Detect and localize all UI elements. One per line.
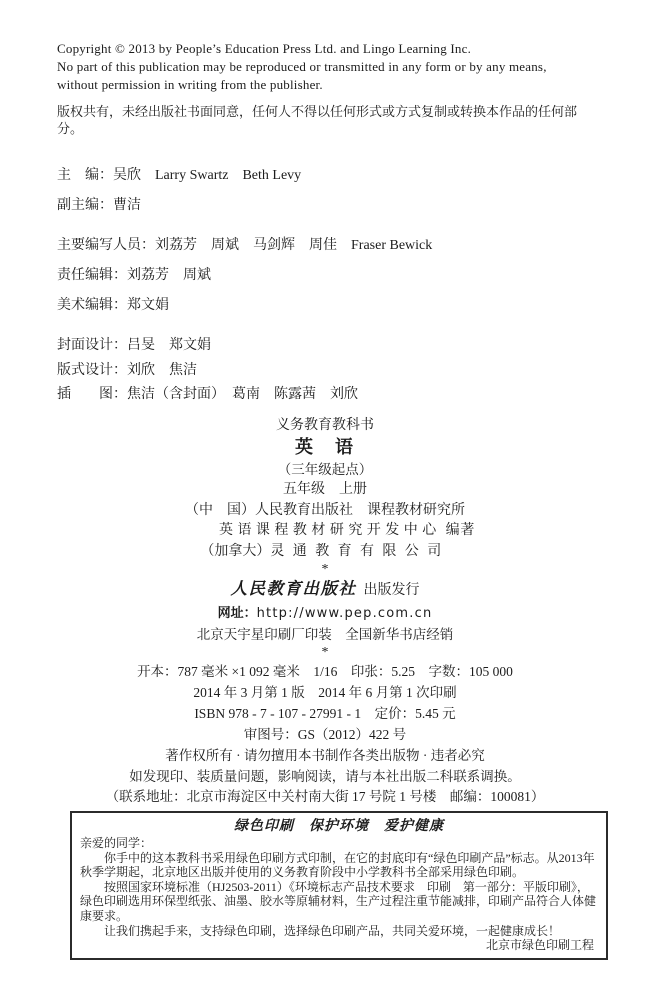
website-line	[57, 602, 593, 624]
chief-editor-line: 主 编：吴欣 Larry Swartz Beth Levy	[57, 168, 302, 183]
publish-suffix: 出版发行	[363, 583, 420, 598]
green-box-signature: 北京市绿色印刷工程	[485, 938, 594, 953]
publisher-issue-line	[57, 578, 593, 602]
copyright-block	[57, 40, 593, 137]
format-line: 开本：787 毫米 ×1 092 毫米 1/16 印张：5.25 字数：105 000	[137, 664, 513, 679]
book-title: 英 语	[295, 437, 355, 457]
contact-address-line: （联系地址：北京市海淀区中关村南大街 17 号院 1 号楼 邮编：100081）	[105, 789, 545, 804]
imprint-block	[57, 562, 593, 807]
green-box-salutation: 亲爱的同学：	[80, 836, 153, 850]
copyright-line-en-2: No part of this publication may be reproduced or transmitted in any form or by any means,	[57, 59, 547, 74]
starting-point-note: （三年级起点）	[277, 462, 373, 477]
canada-company-line	[57, 541, 593, 562]
copyright-line-en-3: without permission in writing from the publisher.	[57, 77, 323, 92]
dev-center-line	[79, 521, 615, 541]
quality-notice-line: 如发现印、装质量问题，影响阅读，请与本社出版二科联系调换。	[129, 769, 521, 784]
copyright-line-zh: 版权共有，未经出版社书面同意，任何人不得以任何形式或方式复制或转换本作品的任何部分。	[57, 104, 578, 136]
series-title: 义务教育教科书	[276, 418, 374, 433]
illustrations-line: 插 图：焦洁（含封面） 葛南 陈露茜 刘欣	[57, 387, 358, 402]
green-box-paragraph-1: 你手中的这本教科书采用绿色印刷方式印制，在它的封底印有“绿色印刷产品”标志。从2013年秋季学期起，北京地区出版并使用的义务教育阶段中小学教科书全部采用绿色印刷。	[80, 850, 595, 880]
art-editor-line: 美术编辑：郑文娟	[57, 298, 169, 313]
pep-publisher-logo: 人民教育出版社	[230, 579, 357, 598]
green-box-paragraph-3: 让我们携起手来，支持绿色印刷，选择绿色印刷产品，共同关爱环境，一起健康成长！	[104, 923, 561, 938]
deputy-editor-line: 副主编：曹洁	[57, 198, 141, 213]
green-print-box	[70, 811, 608, 960]
website-label: 网址：	[217, 605, 257, 620]
book-title-block	[57, 417, 593, 562]
green-box-title: 绿色印刷 保护环境 爱护健康	[234, 819, 444, 834]
grade-volume: 五年级 上册	[283, 482, 367, 497]
main-writers-line: 主要编写人员：刘荔芳 周斌 马剑辉 周佳 Fraser Bewick	[57, 238, 433, 253]
edition-line: 2014 年 3 月第 1 版 2014 年 6 月第 1 次印刷	[193, 685, 457, 700]
layout-design-line: 版式设计：刘欣 焦洁	[57, 363, 197, 378]
publisher-institute-line: （中 国）人民教育出版社 课程教材研究所	[185, 503, 465, 518]
copyright-line-en-1: Copyright © 2013 by People’s Education Press Ltd. and Lingo Learning Inc.	[57, 41, 472, 56]
asterisk-separator: *	[321, 645, 329, 660]
staff-credits-block	[57, 167, 593, 404]
printing-distribution-line: 北京天宇星印刷厂印装 全国新华书店经销	[196, 627, 454, 642]
isbn-price-line: ISBN 978 - 7 - 107 - 27991 - 1 定价：5.45 元	[194, 706, 456, 721]
website-url: http://www.pep.com.cn	[256, 606, 433, 621]
dev-center-name: 英语课程教材研究开发中心	[218, 523, 441, 538]
map-approval-line: 审图号：GS（2012）422 号	[243, 727, 407, 742]
asterisk-separator: *	[321, 562, 329, 577]
green-box-paragraph-2: 按照国家环境标准（HJ2503-2011）《环境标志产品技术要求 印刷 第一部分：平版印刷》，绿色印刷选用环保型纸张、油墨、胶水等原辅材料，生产过程注重节能减排，印刷产品符合人体健康要求。	[80, 879, 597, 923]
cover-design-line: 封面设计：吕旻 郑文娟	[57, 338, 211, 353]
responsible-editors-line: 责任编辑：刘荔芳 周斌	[57, 268, 211, 283]
dev-center-suffix: 编著	[445, 523, 476, 538]
rights-notice-line: 著作权所有 · 请勿擅用本书制作各类出版物 · 违者必究	[165, 748, 485, 763]
canada-prefix: （加拿大）	[200, 544, 271, 559]
canada-company-name: 灵通教育有限公司	[270, 544, 450, 559]
